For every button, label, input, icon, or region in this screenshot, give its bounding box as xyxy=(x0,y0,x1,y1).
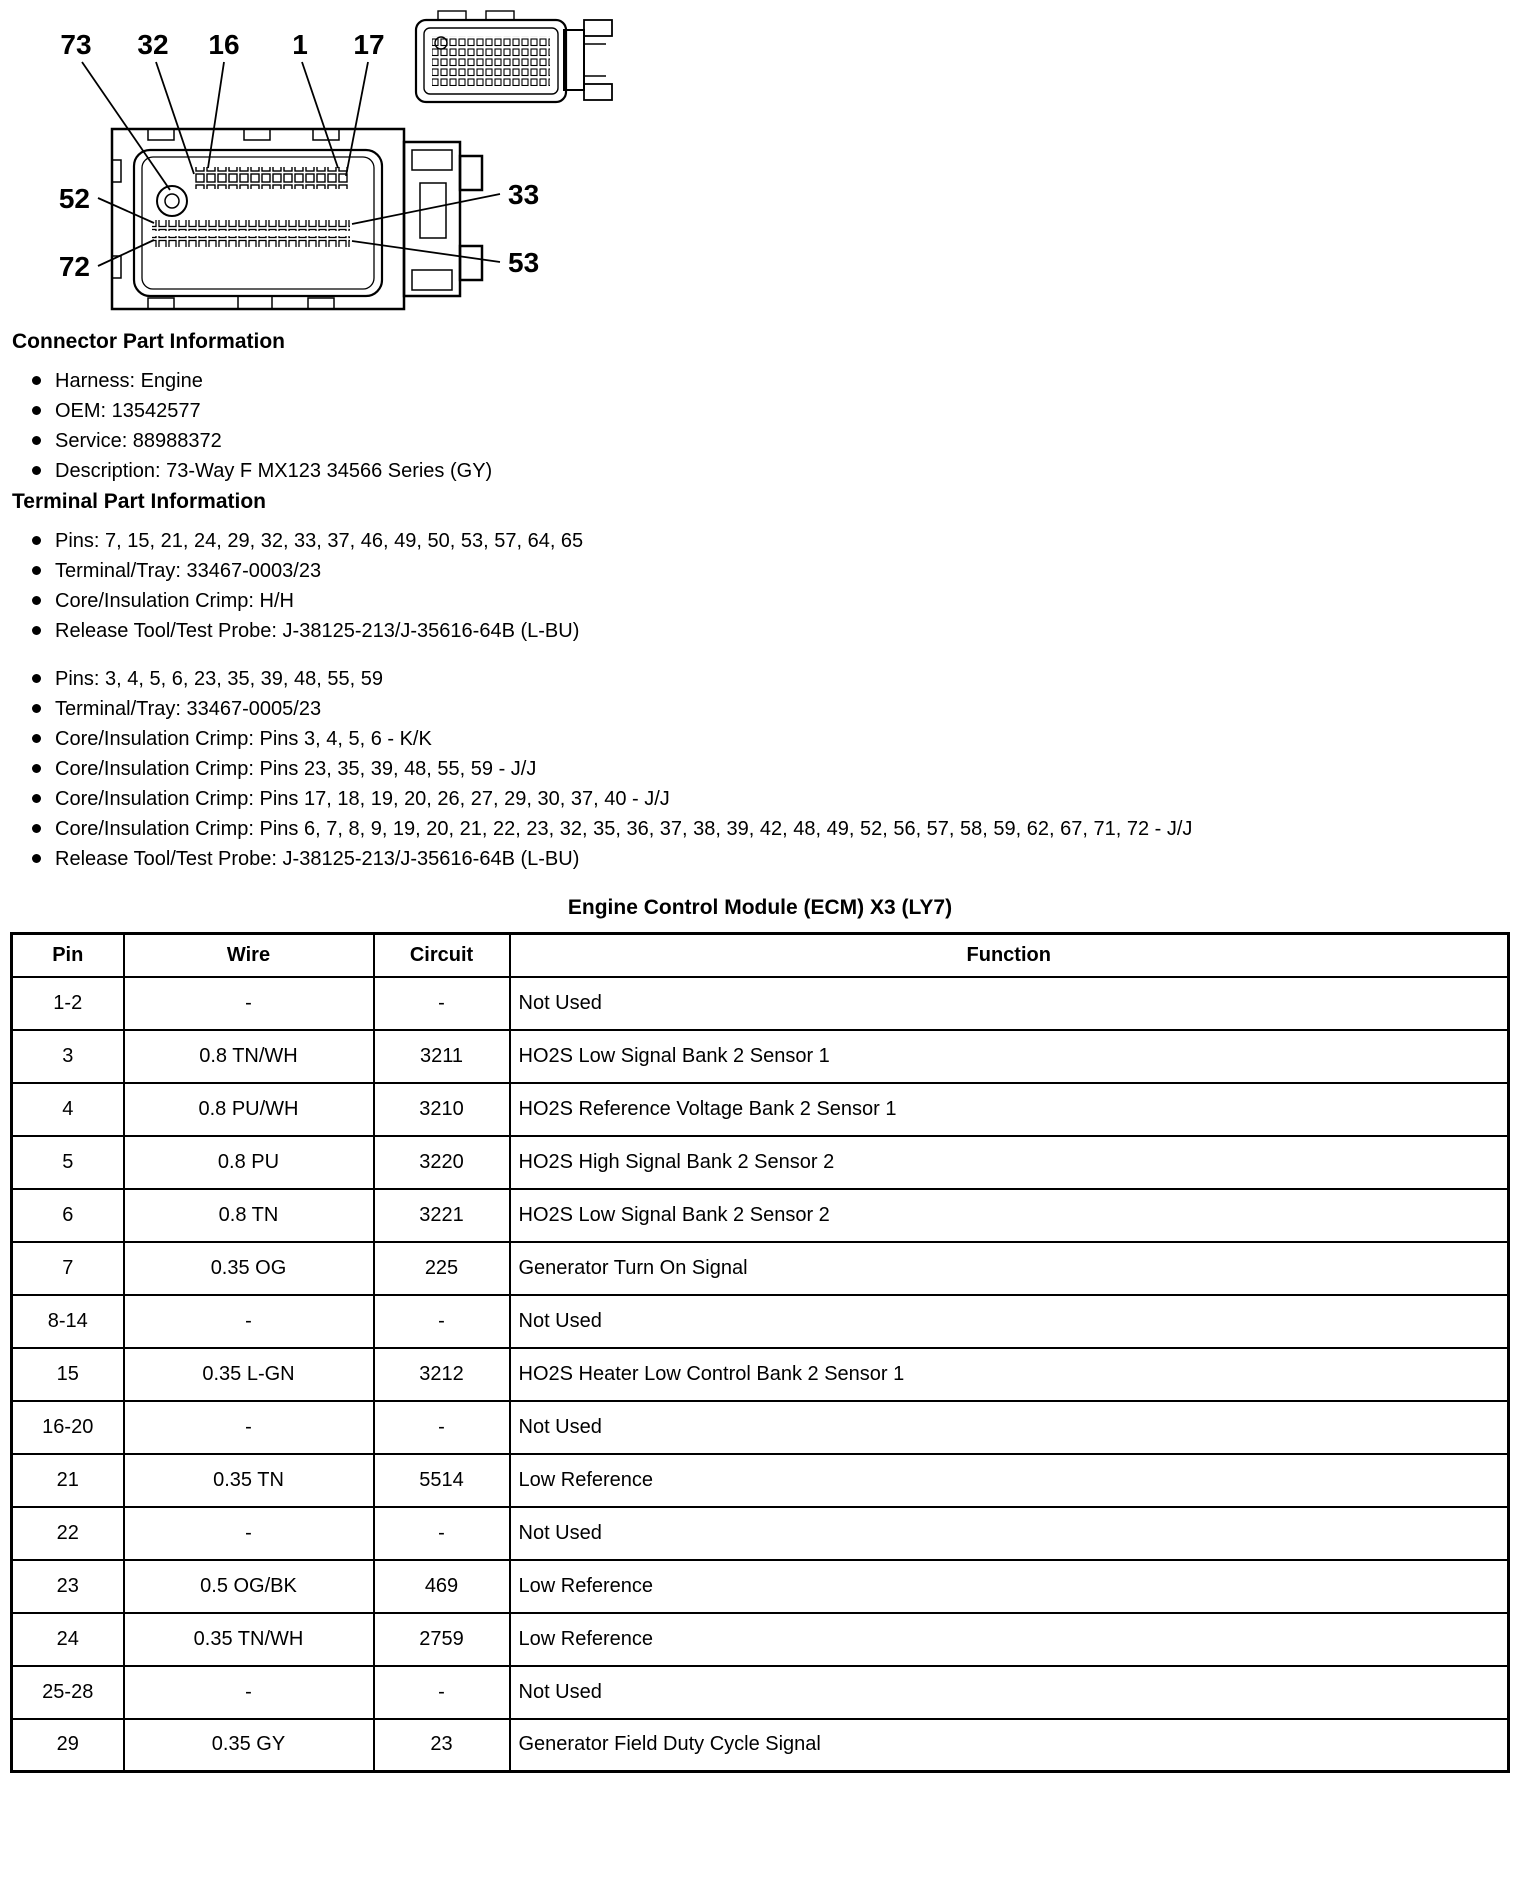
pin-cell: 15 xyxy=(12,1348,124,1401)
function-cell: HO2S Low Signal Bank 2 Sensor 2 xyxy=(510,1189,1509,1242)
column-header-wire: Wire xyxy=(124,934,374,977)
list-item-text: OEM: 13542577 xyxy=(55,400,201,422)
circuit-cell: 3211 xyxy=(374,1030,510,1083)
bullet-icon xyxy=(32,566,41,575)
pin-cell: 8-14 xyxy=(12,1295,124,1348)
bullet-icon xyxy=(32,674,41,683)
list-item xyxy=(32,400,1520,422)
wire-cell: 0.35 TN/WH xyxy=(124,1613,374,1666)
callout-label-16: 16 xyxy=(208,29,240,60)
list-item-text: Core/Insulation Crimp: Pins 17, 18, 19, 20, 26, 27, 29, 30, 37, 40 - J/J xyxy=(55,788,670,810)
function-cell: Low Reference xyxy=(510,1454,1509,1507)
bullet-icon xyxy=(32,596,41,605)
pin-cell: 6 xyxy=(12,1189,124,1242)
list-item-text: Service: 88988372 xyxy=(55,430,222,452)
function-cell: HO2S Heater Low Control Bank 2 Sensor 1 xyxy=(510,1348,1509,1401)
pin-cell: 4 xyxy=(12,1083,124,1136)
circuit-cell: 5514 xyxy=(374,1454,510,1507)
wire-cell: 0.35 L-GN xyxy=(124,1348,374,1401)
pin-cell: 22 xyxy=(12,1507,124,1560)
circuit-cell: - xyxy=(374,977,510,1030)
pin-grid-bottom xyxy=(152,236,350,247)
list-item xyxy=(32,698,1520,720)
function-cell: HO2S Reference Voltage Bank 2 Sensor 1 xyxy=(510,1083,1509,1136)
list-item xyxy=(32,848,1520,870)
list-item-text: Core/Insulation Crimp: Pins 23, 35, 39, 48, 55, 59 - J/J xyxy=(55,758,537,780)
wire-cell: 0.8 TN xyxy=(124,1189,374,1242)
callout-label-52: 52 xyxy=(58,183,90,214)
list-item-text: Pins: 7, 15, 21, 24, 29, 32, 33, 37, 46, 49, 50, 53, 57, 64, 65 xyxy=(55,530,584,552)
list-item-text: Core/Insulation Crimp: H/H xyxy=(55,590,294,612)
circuit-cell: 3212 xyxy=(374,1348,510,1401)
bullet-icon xyxy=(32,734,41,743)
pin-cell: 25-28 xyxy=(12,1666,124,1719)
function-cell: Not Used xyxy=(510,1295,1509,1348)
list-item-text: Release Tool/Test Probe: J-38125-213/J-35616-64B (L-BU) xyxy=(55,848,580,870)
pin-cell: 3 xyxy=(12,1030,124,1083)
function-cell: Low Reference xyxy=(510,1613,1509,1666)
function-cell: HO2S High Signal Bank 2 Sensor 2 xyxy=(510,1136,1509,1189)
list-item-text: Description: 73-Way F MX123 34566 Series (GY) xyxy=(55,460,493,482)
table-row xyxy=(12,1295,1509,1348)
table-row xyxy=(12,1666,1509,1719)
wire-cell: - xyxy=(124,1507,374,1560)
bullet-icon xyxy=(32,764,41,773)
list-item-text: Terminal/Tray: 33467-0003/23 xyxy=(55,560,322,582)
list-item-text: Release Tool/Test Probe: J-38125-213/J-35616-64B (L-BU) xyxy=(55,620,580,642)
terminal-info-list-2 xyxy=(0,668,1520,870)
list-item-text: Core/Insulation Crimp: Pins 3, 4, 5, 6 - K/K xyxy=(55,728,432,750)
connector-diagram-svg xyxy=(8,8,668,330)
table-row xyxy=(12,1560,1509,1613)
list-item xyxy=(32,530,1520,552)
bullet-icon xyxy=(32,704,41,713)
list-item xyxy=(32,460,1520,482)
wire-cell: 0.35 TN xyxy=(124,1454,374,1507)
list-item xyxy=(32,758,1520,780)
callout-label-73: 73 xyxy=(60,29,92,60)
bullet-icon xyxy=(32,406,41,415)
wire-cell: 0.35 GY xyxy=(124,1719,374,1772)
bullet-icon xyxy=(32,626,41,635)
pin-cell: 7 xyxy=(12,1242,124,1295)
table-row xyxy=(12,1613,1509,1666)
circuit-cell: 2759 xyxy=(374,1613,510,1666)
circuit-cell: - xyxy=(374,1295,510,1348)
list-item xyxy=(32,370,1520,392)
callout-label-72: 72 xyxy=(58,251,90,282)
function-cell: Low Reference xyxy=(510,1560,1509,1613)
list-item xyxy=(32,590,1520,612)
bullet-icon xyxy=(32,824,41,833)
wire-cell: 0.8 TN/WH xyxy=(124,1030,374,1083)
table-row xyxy=(12,1507,1509,1560)
callout-label-32: 32 xyxy=(137,29,169,60)
table-row xyxy=(12,977,1509,1030)
bullet-icon xyxy=(32,436,41,445)
terminal-info-list-1 xyxy=(0,530,1520,642)
list-item-text: Terminal/Tray: 33467-0005/23 xyxy=(55,698,322,720)
function-cell: Not Used xyxy=(510,1666,1509,1719)
wire-cell: 0.8 PU/WH xyxy=(124,1083,374,1136)
pin-cell: 16-20 xyxy=(12,1401,124,1454)
table-row xyxy=(12,1189,1509,1242)
function-cell: Generator Turn On Signal xyxy=(510,1242,1509,1295)
circuit-cell: - xyxy=(374,1401,510,1454)
circuit-cell: 3221 xyxy=(374,1189,510,1242)
pin-cell: 5 xyxy=(12,1136,124,1189)
connector-iso-view xyxy=(416,11,612,102)
callout-label-53: 53 xyxy=(508,247,540,278)
bullet-icon xyxy=(32,794,41,803)
keying-circle-inner xyxy=(165,194,179,208)
pin-cell: 1-2 xyxy=(12,977,124,1030)
pin-grid-top xyxy=(194,167,348,189)
bullet-icon xyxy=(32,536,41,545)
function-cell: Not Used xyxy=(510,1507,1509,1560)
table-row xyxy=(12,1401,1509,1454)
function-cell: Not Used xyxy=(510,977,1509,1030)
pin-cell: 29 xyxy=(12,1719,124,1772)
table-row xyxy=(12,1083,1509,1136)
terminal-part-info-heading: Terminal Part Information xyxy=(12,490,266,513)
circuit-cell: 225 xyxy=(374,1242,510,1295)
function-cell: Not Used xyxy=(510,1401,1509,1454)
bullet-icon xyxy=(32,854,41,863)
list-item-text: Core/Insulation Crimp: Pins 6, 7, 8, 9, 19, 20, 21, 22, 23, 32, 35, 36, 37, 38, 39, 42, 48, 49, 52, 56, 57, 58, 59, 62, 67, 71, 72 - J/J xyxy=(55,818,1193,840)
list-item xyxy=(32,728,1520,750)
table-title: Engine Control Module (ECM) X3 (LY7) xyxy=(567,896,953,919)
wire-cell: 0.35 OG xyxy=(124,1242,374,1295)
wire-cell: - xyxy=(124,1401,374,1454)
wire-cell: 0.8 PU xyxy=(124,1136,374,1189)
circuit-cell: 23 xyxy=(374,1719,510,1772)
function-cell: Generator Field Duty Cycle Signal xyxy=(510,1719,1509,1772)
pinout-table xyxy=(10,932,1510,1773)
list-item-text: Pins: 3, 4, 5, 6, 23, 35, 39, 48, 55, 59 xyxy=(55,668,384,690)
table-row xyxy=(12,1454,1509,1507)
wire-cell: - xyxy=(124,1666,374,1719)
circuit-cell: 3210 xyxy=(374,1083,510,1136)
column-header-function: Function xyxy=(510,934,1509,977)
list-item xyxy=(32,818,1520,840)
wire-cell: 0.5 OG/BK xyxy=(124,1560,374,1613)
circuit-cell: 3220 xyxy=(374,1136,510,1189)
callout-label-1: 1 xyxy=(292,29,308,60)
bullet-icon xyxy=(32,466,41,475)
wire-cell: - xyxy=(124,977,374,1030)
circuit-cell: - xyxy=(374,1666,510,1719)
list-item xyxy=(32,560,1520,582)
callout-lines xyxy=(82,62,500,266)
callout-label-17: 17 xyxy=(353,29,385,60)
pin-cell: 23 xyxy=(12,1560,124,1613)
housing-notches xyxy=(112,129,452,309)
list-item xyxy=(32,668,1520,690)
function-cell: HO2S Low Signal Bank 2 Sensor 1 xyxy=(510,1030,1509,1083)
connector-body-outline xyxy=(112,129,482,309)
table-header-row xyxy=(12,934,1509,977)
column-header-circuit: Circuit xyxy=(374,934,510,977)
list-item xyxy=(32,430,1520,452)
list-item xyxy=(32,620,1520,642)
list-item xyxy=(32,788,1520,810)
pin-grid-middle xyxy=(152,220,350,231)
bullet-icon xyxy=(32,376,41,385)
column-header-pin: Pin xyxy=(12,934,124,977)
circuit-cell: 469 xyxy=(374,1560,510,1613)
pin-cell: 21 xyxy=(12,1454,124,1507)
callout-label-33: 33 xyxy=(508,179,540,210)
table-row xyxy=(12,1030,1509,1083)
table-row xyxy=(12,1136,1509,1189)
connector-info-list xyxy=(0,370,1520,482)
connector-part-info-heading: Connector Part Information xyxy=(12,330,286,353)
pin-cell: 24 xyxy=(12,1613,124,1666)
wire-cell: - xyxy=(124,1295,374,1348)
keying-circle-outer xyxy=(157,186,187,216)
connector-diagram xyxy=(8,8,668,330)
list-item-text: Harness: Engine xyxy=(55,370,203,392)
table-row xyxy=(12,1348,1509,1401)
table-row xyxy=(12,1719,1509,1772)
circuit-cell: - xyxy=(374,1507,510,1560)
table-row xyxy=(12,1242,1509,1295)
